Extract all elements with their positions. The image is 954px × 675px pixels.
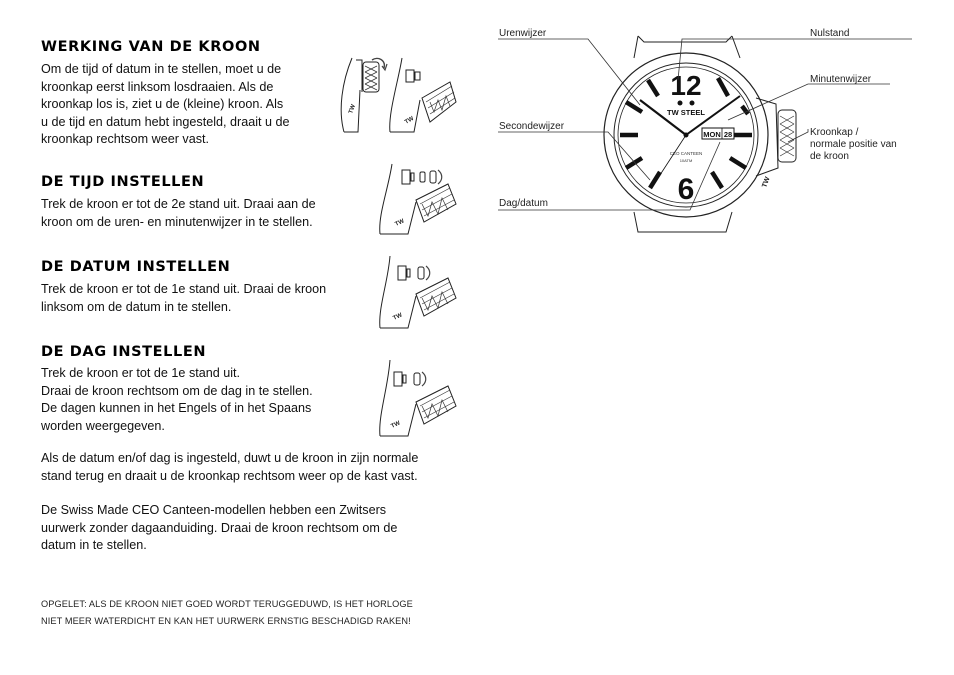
text-line: u de tijd en datum hebt ingesteld, draait u de — [41, 114, 290, 129]
section-heading-set-day: DE DAG INSTELLEN — [41, 344, 207, 360]
paragraph-push-crown-back — [41, 450, 418, 485]
water-resistance-text: 10ATM — [679, 158, 693, 163]
leader-minute-hand — [728, 84, 890, 120]
section-text-crown-operation — [41, 61, 290, 149]
numeral-12: 12 — [670, 70, 702, 101]
text-line: Als de datum en/of dag is ingesteld, duwt u de kroon in zijn normale — [41, 451, 419, 465]
text-line: worden weergegeven. — [41, 418, 165, 433]
section-heading-set-date: DE DATUM INSTELLEN — [41, 259, 231, 275]
crown-cap-closed-illustration — [341, 58, 387, 132]
label-crown-cap — [810, 127, 897, 163]
text-line: Trek de kroon er tot de 2e stand uit. Draai aan de — [41, 197, 316, 211]
svg-text:TW: TW — [392, 312, 404, 322]
crown-position-1-date-illustration — [370, 252, 465, 332]
crown-position-1-day-illustration — [370, 358, 465, 440]
crown-unscrew-illustration — [330, 52, 465, 136]
leader-zero-position — [678, 39, 912, 80]
warning-line: OPGELET: ALS DE KROON NIET GOED WORDT TERUGGEDUWD, IS HET HORLOGE — [41, 599, 413, 609]
section-text-set-time — [41, 196, 316, 231]
text-line: uurwerk zonder dagaanduiding. Draai de kroon rechtsom om de — [41, 520, 398, 535]
text-line: kroon om de uren- en minutenwijzer in te stellen. — [41, 214, 313, 229]
text-line: stand terug en draait u de kroonkap rechtsom weer op de kast vast. — [41, 468, 418, 483]
model-name-text: CEO CANTEEN — [669, 151, 703, 156]
leader-hour-hand — [498, 39, 640, 105]
text-line: De dagen kunnen in het Engels of in het Spaans — [41, 401, 312, 416]
leader-crown-cap — [788, 129, 808, 142]
svg-text:TW: TW — [348, 103, 358, 115]
text-line: datum in te stellen. — [41, 538, 147, 553]
label-line: normale positie van — [810, 139, 897, 150]
svg-text:TW: TW — [761, 176, 772, 189]
label-line: Kroonkap / — [810, 127, 859, 138]
text-line: kroonkap rechtsom weer vast. — [41, 132, 209, 147]
label-zero-position: Nulstand — [810, 28, 850, 39]
svg-text:TW: TW — [390, 420, 402, 430]
svg-text:TW: TW — [394, 218, 406, 228]
section-text-set-date — [41, 281, 326, 316]
crown-cap-open-illustration — [390, 58, 456, 132]
paragraph-swiss-made-models — [41, 502, 397, 555]
text-line: linksom om de datum in te stellen. — [41, 299, 232, 314]
crown-position-2-illustration — [370, 160, 465, 238]
label-second-hand: Secondewijzer — [499, 121, 565, 132]
day-window-text: MON — [703, 130, 721, 139]
text-line: kroonkap los is, ziet u de (kleine) kroon. Als — [41, 97, 284, 112]
text-line: De Swiss Made CEO Canteen-modellen hebben een Zwitsers — [41, 503, 387, 517]
leader-second-hand — [498, 132, 650, 180]
svg-text:TW: TW — [404, 115, 416, 126]
warning-notice — [41, 596, 413, 630]
section-heading-set-time: DE TIJD INSTELLEN — [41, 174, 205, 190]
brand-logo: TW STEEL — [667, 108, 705, 117]
text-line: Om de tijd of datum in te stellen, moet u de — [41, 62, 282, 76]
text-line: Trek de kroon er tot de 1e stand uit. — [41, 366, 241, 380]
label-day-date: Dag/datum — [499, 198, 548, 209]
text-line: kroonkap eerst linksom losdraaien. Als de — [41, 79, 274, 94]
section-text-set-day — [41, 365, 313, 435]
numeral-6: 6 — [677, 173, 695, 206]
warning-line: NIET MEER WATERDICHT EN KAN HET UURWERK ERNSTIG BESCHADIGD RAKEN! — [41, 616, 411, 626]
text-line: Trek de kroon er tot de 1e stand uit. Draai de kroon — [41, 282, 327, 296]
text-line: Draai de kroon rechtsom om de dag in te stellen. — [41, 383, 313, 398]
section-heading-crown-operation: WERKING VAN DE KROON — [41, 39, 261, 55]
label-hour-hand: Urenwijzer — [499, 28, 547, 39]
label-line: de kroon — [810, 151, 849, 162]
label-minute-hand: Minutenwijzer — [810, 74, 872, 85]
date-window-text: 28 — [723, 130, 733, 139]
